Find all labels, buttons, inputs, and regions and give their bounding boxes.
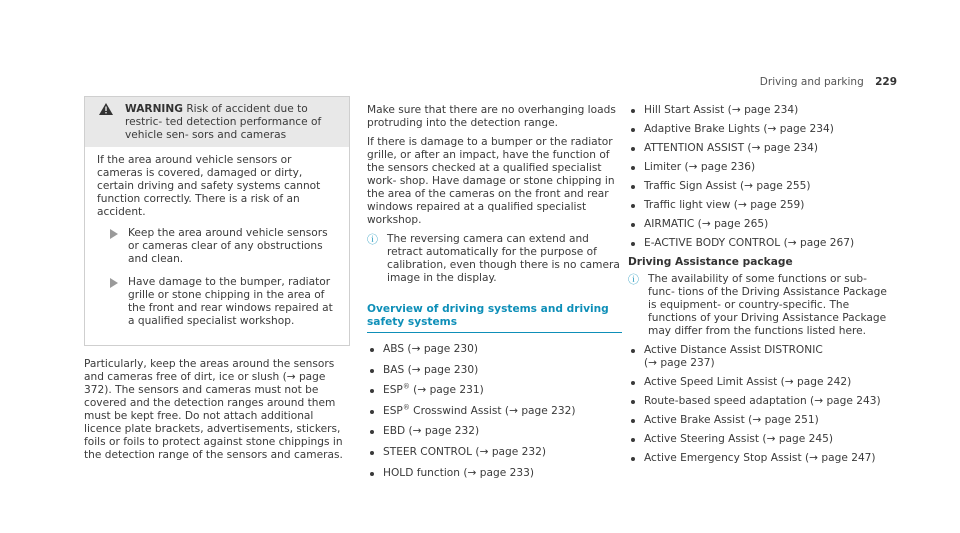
list-item: AIRMATIC (→ page 265)	[628, 218, 888, 231]
warning-body: If the area around vehicle sensors or cameras is covered, damaged or dirty, certain driving and safety systems cannot function correctly. There is a risk of an accident.	[97, 154, 321, 218]
info-note-icon: ⓘ	[367, 233, 378, 246]
systems-list	[367, 343, 622, 480]
list-item: E-ACTIVE BODY CONTROL (→ page 267)	[628, 237, 888, 250]
page-link[interactable]: page 242	[797, 376, 848, 388]
column-3	[628, 104, 888, 471]
page-link[interactable]: page 232	[521, 404, 572, 417]
column-2	[367, 104, 622, 487]
warning-label: WARNING	[125, 103, 183, 115]
page-link[interactable]: page 232	[491, 445, 542, 458]
note: ⓘ The reversing camera can extend and retract automatically for the purpose of calibration, even though there is no camera image in the display.	[367, 233, 620, 284]
list-item: Adaptive Brake Lights (→ page 234)	[628, 123, 888, 136]
list-item: Active Steering Assist (→ page 245)	[628, 433, 888, 446]
warning-triangle-icon	[99, 103, 113, 119]
list-item: EBD (→ page 232)	[367, 425, 622, 438]
list-item: Active Distance Assist DISTRONIC (→ page 237)	[628, 344, 888, 370]
list-item: ATTENTION ASSIST (→ page 234)	[628, 142, 888, 155]
warning-header	[85, 97, 349, 147]
page-link[interactable]: page 230	[424, 363, 475, 376]
list-item: Traffic Sign Assist (→ page 255)	[628, 180, 888, 193]
paragraph-damage: If there is damage to a bumper or the radiator grille, or after an impact, have the function of the sensors checked at a qualified specialist work- shop. Have damage or stone chipping in the area of the cameras on the front and rear windows repaired at a qualified specialist workshop.	[367, 136, 615, 226]
step-arrow-icon	[110, 229, 118, 239]
page-number: 229	[875, 76, 897, 88]
page-ref-arrow: →	[286, 371, 299, 383]
page-link[interactable]: page 233	[479, 466, 530, 479]
page-link[interactable]: page 251	[764, 414, 815, 426]
page-link[interactable]: page 255	[756, 180, 807, 192]
list-item: Active Speed Limit Assist (→ page 242)	[628, 376, 888, 389]
warning-box	[84, 96, 350, 346]
page-link[interactable]: page 245	[778, 433, 829, 445]
page-header	[760, 76, 897, 89]
page-link[interactable]: page 247	[821, 452, 872, 464]
subheading: Driving Assistance package	[628, 256, 793, 268]
list-item: Limiter (→ page 236)	[628, 161, 888, 174]
page-link[interactable]: page 267	[799, 237, 851, 249]
list-item: STEER CONTROL (→ page 232)	[367, 446, 622, 459]
list-item: Active Brake Assist (→ page 251)	[628, 414, 888, 427]
page-link[interactable]: page 231	[429, 384, 480, 397]
page-link[interactable]: page 234	[744, 104, 795, 116]
page-link[interactable]: page 230	[423, 343, 474, 355]
page-link[interactable]: page 234	[763, 142, 814, 154]
page-link[interactable]: page 265	[714, 218, 765, 230]
assistance-list	[628, 344, 888, 465]
page-link[interactable]: page 243	[826, 395, 877, 407]
section-heading: Overview of driving systems and driving safety systems	[367, 303, 622, 333]
column-1	[84, 96, 350, 468]
info-note-icon: ⓘ	[628, 273, 639, 286]
page-link[interactable]: page 372	[84, 371, 326, 396]
list-item: Traffic light view (→ page 259)	[628, 199, 888, 212]
systems-list	[628, 104, 888, 250]
warning-title: Risk of accident due to restric- ted detection performance of vehicle sen- sors and cameras	[125, 103, 322, 141]
list-item: ABS (→ page 230)	[367, 343, 622, 356]
note: ⓘ The availability of some functions or sub-func- tions of the Driving Assistance Package is equipment- or country-specific. The functions of your Driving Assistance Package may differ from the functions listed here.	[628, 273, 887, 337]
page-link[interactable]: page 237	[660, 357, 711, 369]
list-item: HOLD function (→ page 233)	[367, 467, 622, 480]
list-item: Active Emergency Stop Assist (→ page 247)	[628, 452, 888, 465]
list-item: Hill Start Assist (→ page 234)	[628, 104, 888, 117]
list-item: BAS (→ page 230)	[367, 364, 622, 377]
list-item: Route-based speed adaptation (→ page 243)	[628, 395, 888, 408]
paragraph-loads: Make sure that there are no overhanging loads protruding into the detection range.	[367, 104, 616, 129]
step-arrow-icon	[110, 278, 118, 288]
page-link[interactable]: page 236	[700, 161, 751, 173]
page-link[interactable]: page 259	[750, 199, 801, 211]
list-item: ESP® Crosswind Assist (→ page 232)	[367, 405, 622, 418]
page-link[interactable]: page 232	[424, 425, 475, 438]
warning-step: Have damage to the bumper, radiator grille or stone chipping in the area of the front and rear windows repaired at a qualified specialist workshop.	[97, 276, 339, 328]
page-link[interactable]: page 234	[779, 123, 830, 135]
paragraph-sensors: Particularly, keep the areas around the sensors and cameras free of dirt, ice or slush (→ page 372). The sensors and cameras must not be covered and the detection ranges around them must be kept free. Do not attach additional licence plate brackets, advertisements, stickers, foils or foils to protect against stone chippings in the detection range of the sensors and cameras.	[84, 358, 343, 461]
section-title: Driving and parking	[759, 76, 864, 88]
list-item: ESP® (→ page 231)	[367, 384, 622, 397]
warning-step: Keep the area around vehicle sensors or cameras clear of any obstructions and clean.	[97, 227, 339, 266]
